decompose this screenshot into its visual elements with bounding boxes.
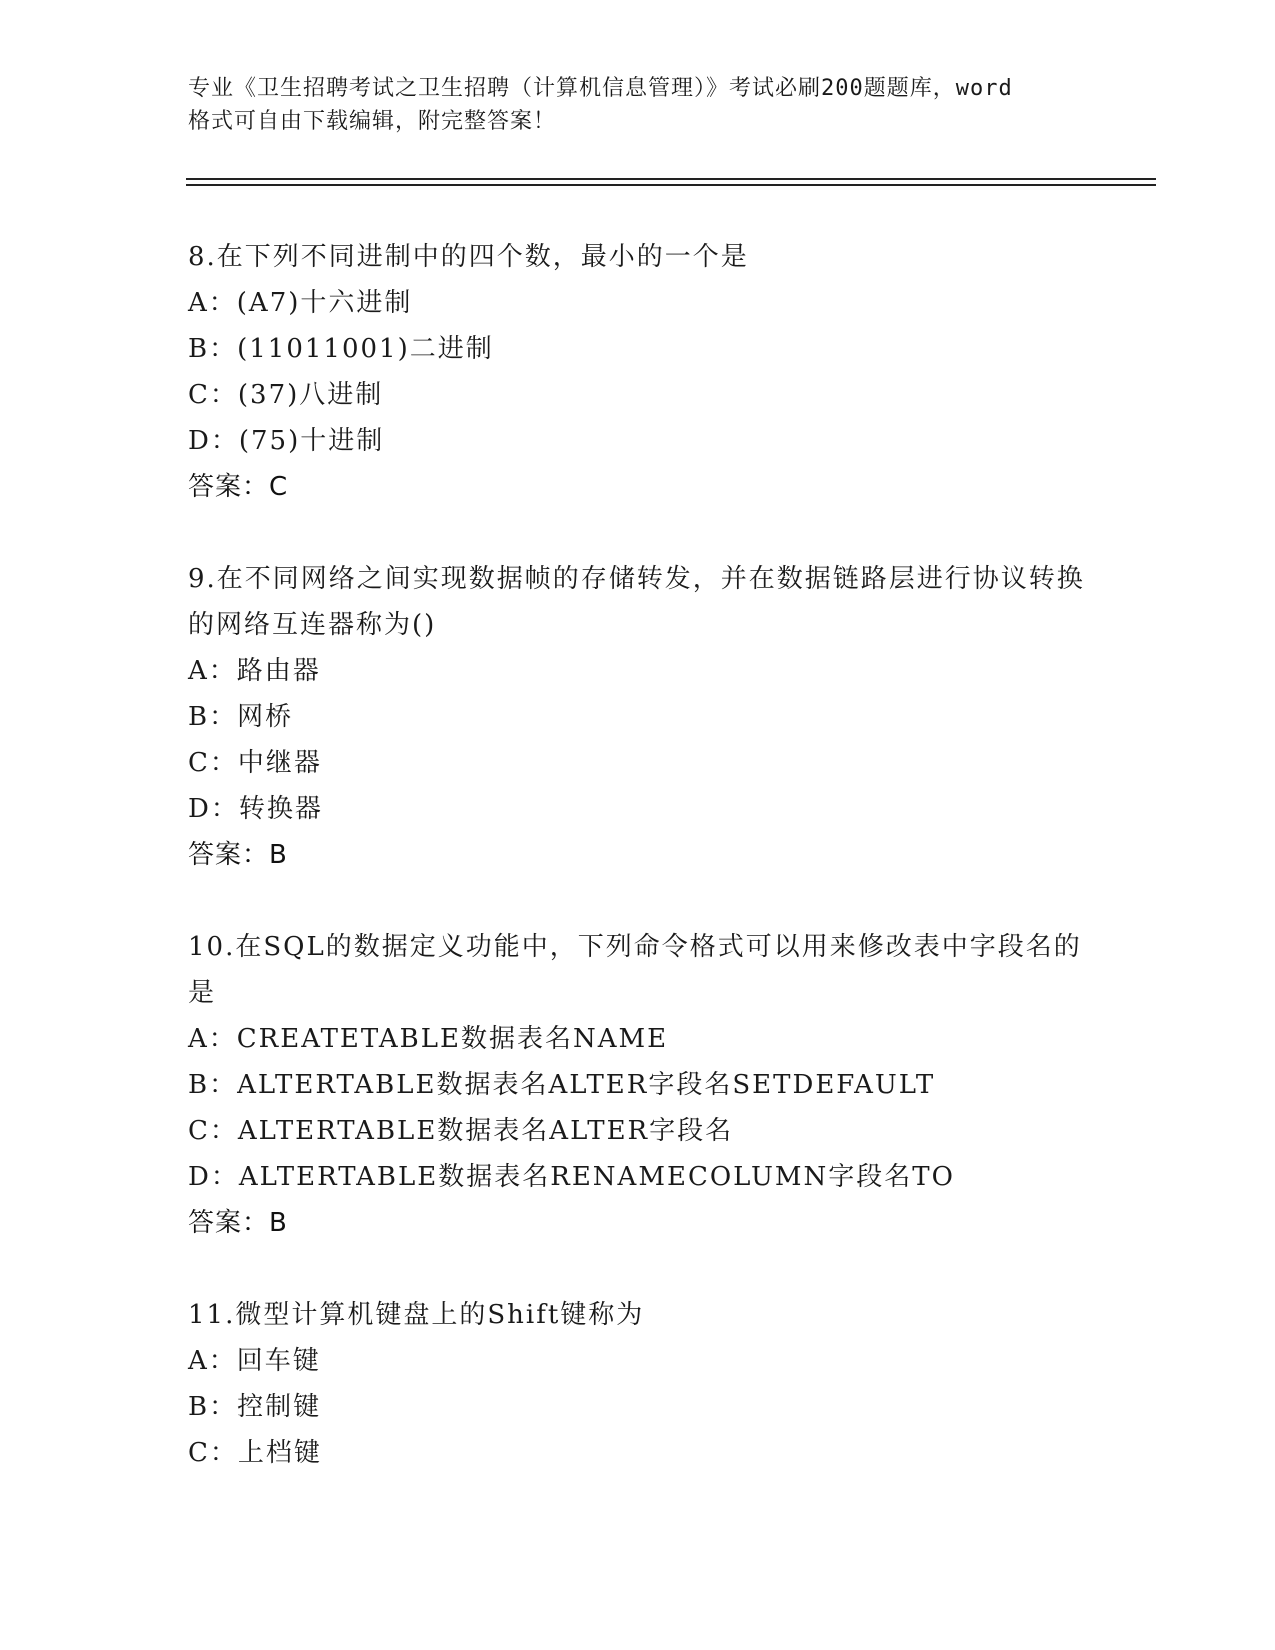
option-b: B：(11011001)二进制 bbox=[188, 334, 494, 364]
question-9 bbox=[188, 556, 1088, 878]
option-d: D：(75)十进制 bbox=[188, 426, 385, 456]
answer-text: 答案：B bbox=[188, 840, 288, 870]
question-stem: 8.在下列不同进制中的四个数，最小的一个是 bbox=[188, 242, 749, 272]
option-a: A：(A7)十六进制 bbox=[188, 288, 413, 318]
option-c: C：上档键 bbox=[188, 1438, 322, 1468]
option-b: B：控制键 bbox=[188, 1392, 322, 1422]
option-c: C：中继器 bbox=[188, 748, 322, 778]
option-d: D：ALTERTABLE数据表名RENAMECOLUMN字段名TO bbox=[188, 1162, 955, 1192]
option-c: C：ALTERTABLE数据表名ALTER字段名 bbox=[188, 1116, 734, 1146]
answer-text: 答案：C bbox=[188, 472, 289, 502]
question-11 bbox=[188, 1292, 1088, 1476]
option-a: A：路由器 bbox=[188, 656, 321, 686]
option-b: B：ALTERTABLE数据表名ALTER字段名SETDEFAULT bbox=[188, 1070, 936, 1100]
question-10 bbox=[188, 924, 1088, 1246]
question-stem: 10.在SQL的数据定义功能中，下列命令格式可以用来修改表中字段名的是 bbox=[188, 932, 1082, 1008]
header-line-2: 格式可自由下载编辑，附完整答案！ bbox=[188, 109, 557, 134]
header-divider-bottom bbox=[186, 184, 1156, 186]
question-stem: 11.微型计算机键盘上的Shift键称为 bbox=[188, 1300, 645, 1330]
questions-list bbox=[188, 234, 1088, 1522]
header-divider-top bbox=[186, 178, 1156, 180]
question-8 bbox=[188, 234, 1088, 510]
option-c: C：(37)八进制 bbox=[188, 380, 384, 410]
question-stem: 9.在不同网络之间实现数据帧的存储转发，并在数据链路层进行协议转换的网络互连器称为() bbox=[188, 564, 1085, 640]
option-a: A：CREATETABLE数据表名NAME bbox=[188, 1024, 669, 1054]
header-line-1: 专业《卫生招聘考试之卫生招聘（计算机信息管理）》考试必刷200题题库，word bbox=[188, 76, 1013, 101]
option-a: A：回车键 bbox=[188, 1346, 321, 1376]
option-b: B：网桥 bbox=[188, 702, 294, 732]
document-header bbox=[188, 72, 1088, 138]
option-d: D：转换器 bbox=[188, 794, 323, 824]
answer-text: 答案：B bbox=[188, 1208, 288, 1238]
